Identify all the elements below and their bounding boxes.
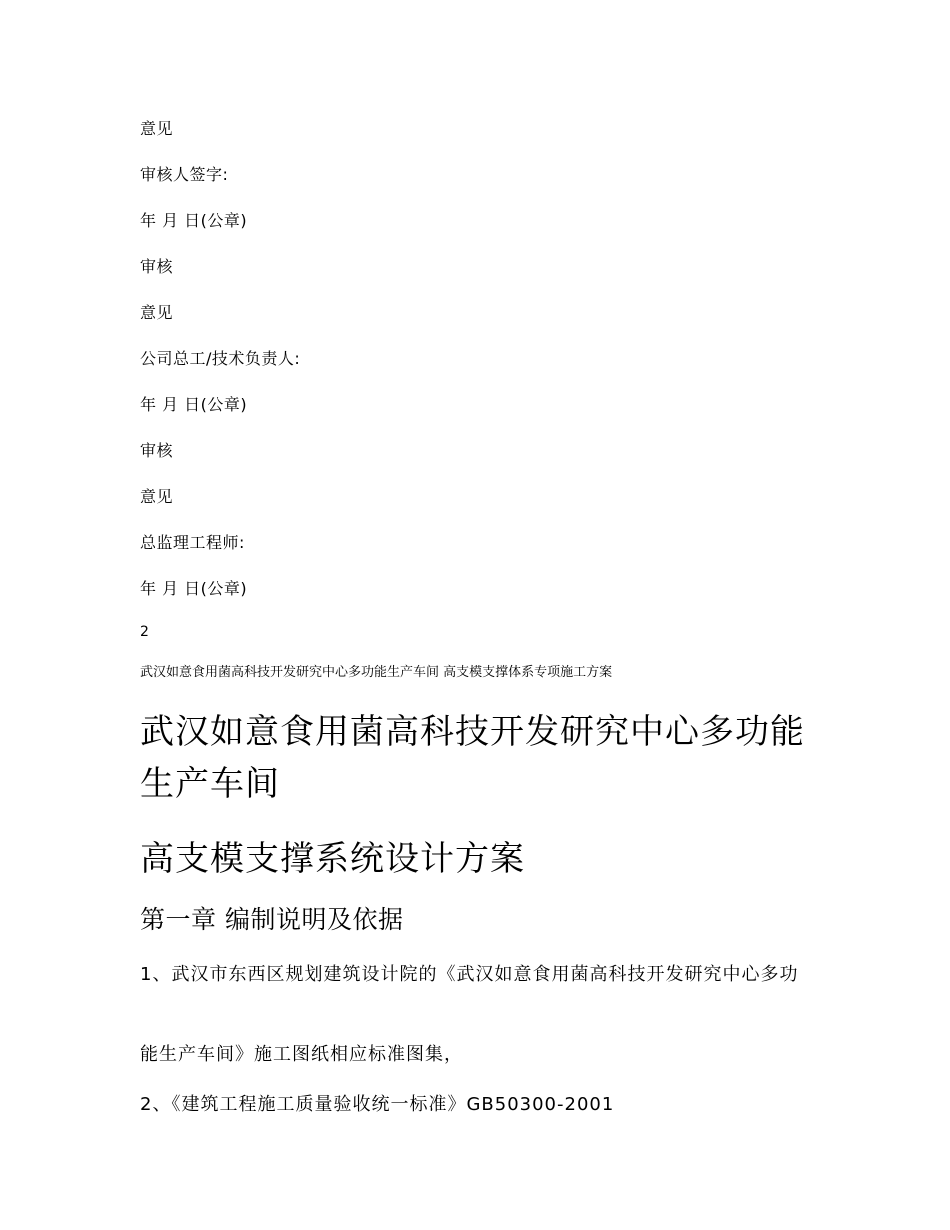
chief-supervisor-label: 总监理工程师:	[140, 533, 245, 552]
basis-item-1-line-2: 能生产车间》施工图纸相应标准图集，	[140, 1044, 463, 1065]
page-number: 2	[140, 624, 150, 640]
chief-engineer-label: 公司总工/技术负责人:	[140, 349, 301, 368]
approval-opinion-label: 意见	[140, 119, 174, 138]
review-label: 审核	[140, 257, 174, 276]
chapter-heading: 第一章 编制说明及依据	[140, 905, 404, 934]
reviewer-signature-label: 审核人签字:	[140, 165, 229, 184]
basis-item-2: 2、《建筑工程施工质量验收统一标准》GB50300-2001	[140, 1094, 615, 1115]
basis-item-1-line-1: 1、武汉市东西区规划建筑设计院的《武汉如意食用菌高科技开发研究中心多功	[140, 964, 799, 985]
date-seal-line: 年 月 日(公章)	[140, 395, 248, 414]
date-seal-line: 年 月 日(公章)	[140, 211, 248, 230]
approval-opinion-label: 意见	[140, 487, 174, 506]
document-subtitle: 高支模支撑系统设计方案	[140, 839, 525, 879]
date-seal-line: 年 月 日(公章)	[140, 579, 248, 598]
document-title: 武汉如意食用菌高科技开发研究中心多功能生产车间	[140, 712, 805, 804]
running-header: 武汉如意食用菌高科技开发研究中心多功能生产车间 高支模支撑体系专项施工方案	[140, 665, 613, 680]
review-label: 审核	[140, 441, 174, 460]
approval-opinion-label: 意见	[140, 303, 174, 322]
